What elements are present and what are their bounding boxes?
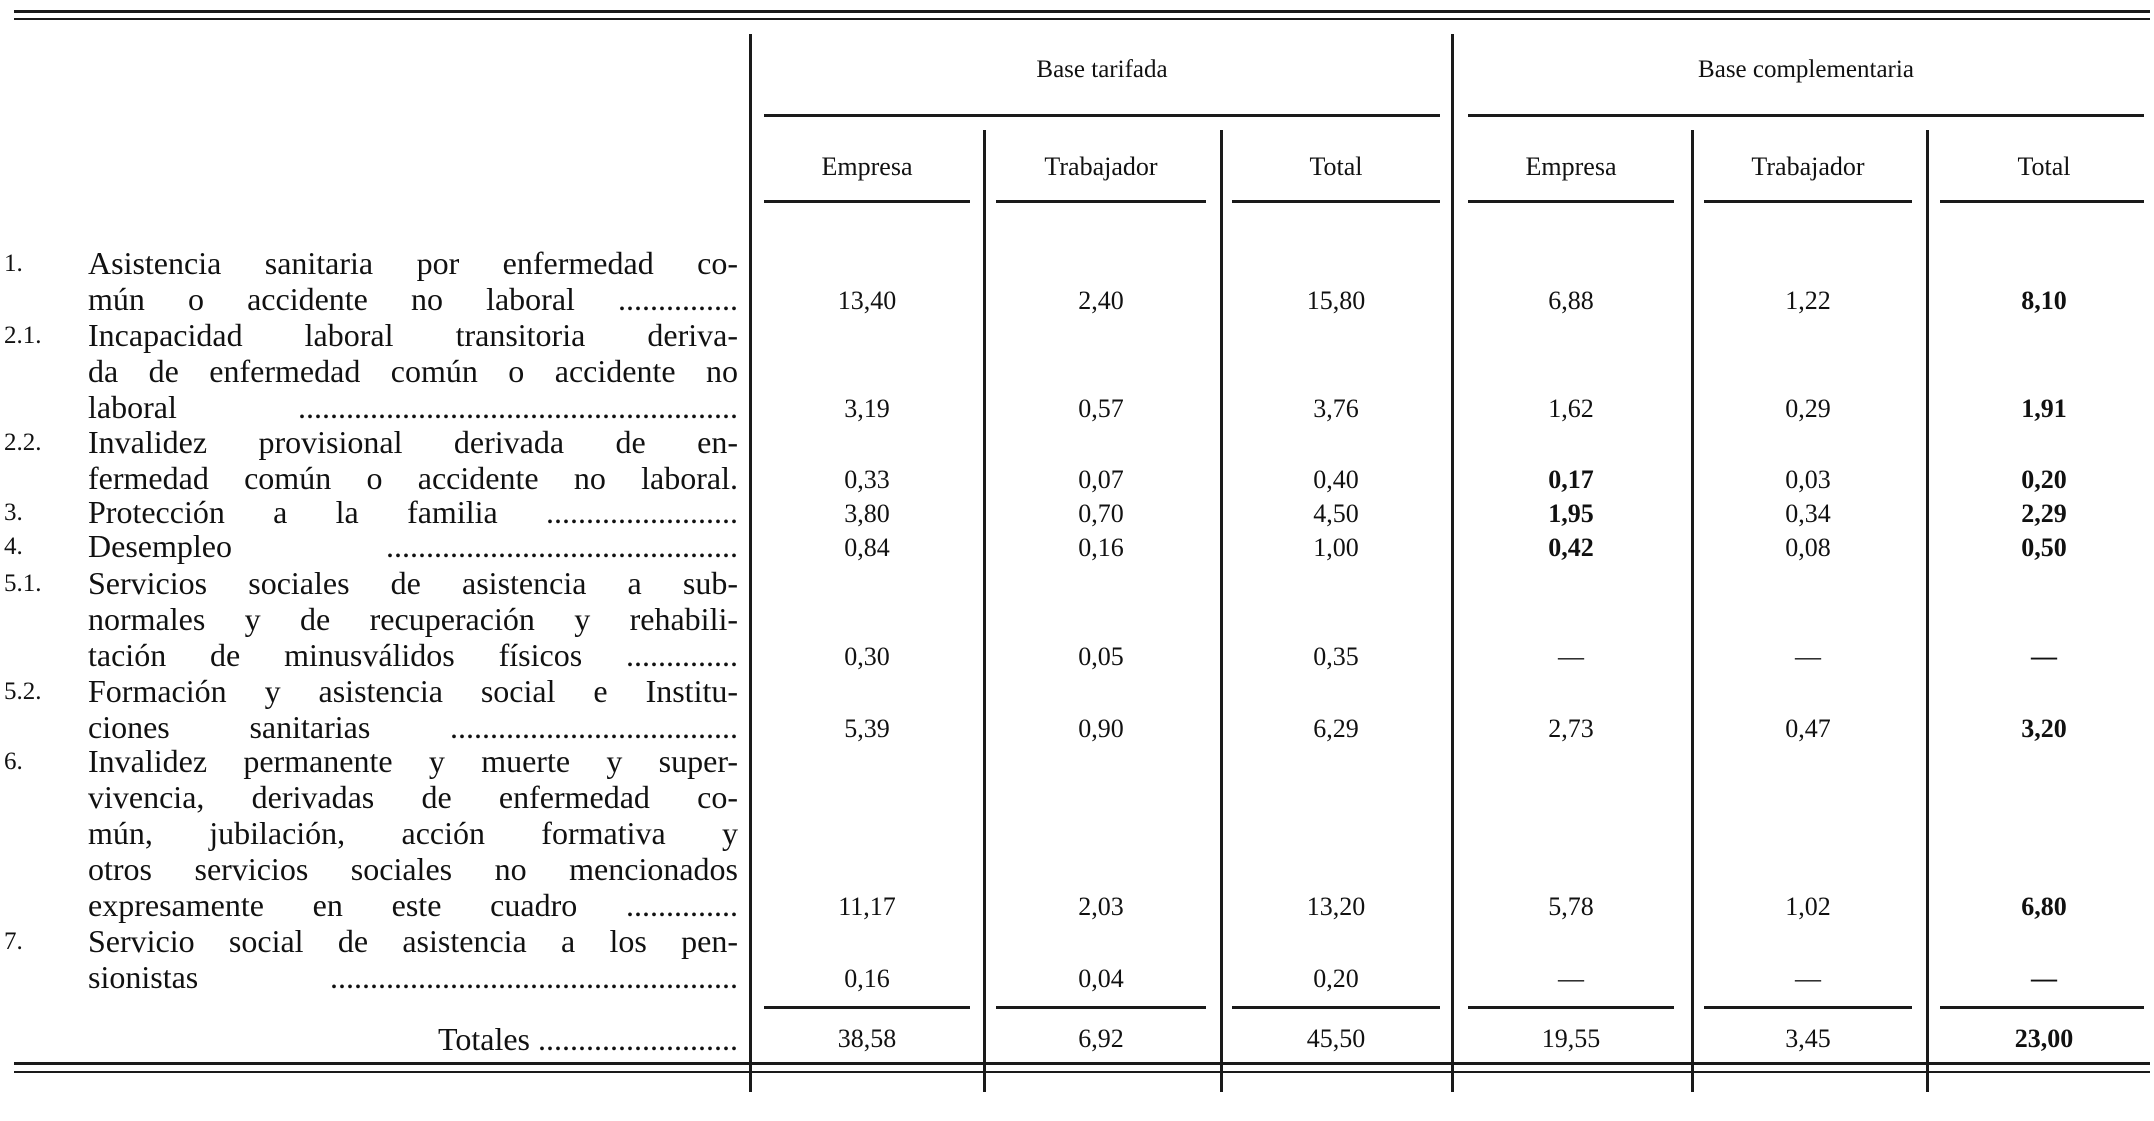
subheader-total: Total	[2017, 152, 2071, 181]
row-label-line: mún o accidente no laboral ...............	[88, 281, 738, 317]
table-cell: 0,16	[844, 964, 890, 993]
table-cell: 1,00	[1313, 533, 1359, 562]
table-cell: 1,22	[1785, 286, 1831, 315]
totals-cell: 3,45	[1785, 1024, 1831, 1053]
table-cell: 8,10	[2021, 286, 2067, 315]
row-number: 4.	[4, 533, 23, 560]
table-cell: 0,57	[1078, 394, 1124, 423]
table-cell: 0,40	[1313, 465, 1359, 494]
row-label-line: Asistencia sanitaria por enfermedad co-	[88, 245, 738, 281]
table-cell: 15,80	[1306, 286, 1366, 315]
subheader-rule	[1940, 200, 2144, 203]
totals-rule	[1232, 1006, 1440, 1009]
totals-rule	[996, 1006, 1206, 1009]
totals-rule	[1704, 1006, 1912, 1009]
table-cell: 1,62	[1548, 394, 1594, 423]
row-label-line: normales y de recuperación y rehabili-	[88, 601, 738, 637]
row-label-line: Servicios sociales de asistencia a sub-	[88, 565, 738, 601]
table-cell: 6,29	[1313, 714, 1359, 743]
row-label-line: ciones sanitarias ....................................	[88, 709, 738, 745]
top-rule-2	[14, 18, 2150, 20]
table-cell: 0,70	[1078, 499, 1124, 528]
bottom-rule-1	[14, 1062, 2150, 1065]
table-cell: 0,20	[1313, 964, 1359, 993]
table-cell: 0,08	[1785, 533, 1831, 562]
row-label-line: Incapacidad laboral transitoria deriva-	[88, 317, 738, 353]
row-label-line: otros servicios sociales no mencionados	[88, 851, 738, 887]
table-cell: 13,40	[837, 286, 897, 315]
row-number: 7.	[4, 928, 23, 955]
row-label-line: mún, jubilación, acción formativa y	[88, 815, 738, 851]
row-label-line: laboral .......................................................	[88, 389, 738, 425]
subheader-total: Total	[1309, 152, 1363, 181]
table-cell: —	[1795, 964, 1821, 993]
table-cell: 11,17	[838, 892, 896, 921]
table-cell: —	[1558, 642, 1584, 671]
row-number: 2.2.	[4, 429, 42, 456]
subcolumn-divider	[983, 130, 986, 1092]
totals-rule	[1468, 1006, 1674, 1009]
row-label-line: Formación y asistencia social e Institu-	[88, 673, 738, 709]
table-cell: —	[1795, 642, 1821, 671]
subheader-empresa: Empresa	[821, 152, 913, 181]
column-divider-middle	[1451, 34, 1454, 1092]
top-rule-1	[14, 10, 2150, 13]
row-number: 2.1.	[4, 322, 42, 349]
table-cell: 0,84	[844, 533, 890, 562]
table-cell: 0,07	[1078, 465, 1124, 494]
row-number: 6.	[4, 748, 23, 775]
table-cell: —	[1558, 964, 1584, 993]
row-label-line: Invalidez permanente y muerte y super-	[88, 743, 738, 779]
group-header-base-complementaria: Base complementaria	[1698, 56, 1914, 83]
row-number: 5.1.	[4, 570, 42, 597]
subcolumn-divider	[1926, 130, 1929, 1092]
table-cell: 0,20	[2021, 465, 2067, 494]
totals-rule	[764, 1006, 970, 1009]
subcolumn-divider	[1691, 130, 1694, 1092]
totals-cell: 45,50	[1306, 1024, 1366, 1053]
table-cell: 2,73	[1548, 714, 1594, 743]
table-cell: 1,02	[1785, 892, 1831, 921]
table-cell: 0,90	[1078, 714, 1124, 743]
totals-cell: 38,58	[837, 1024, 897, 1053]
group-header-base-tarifada: Base tarifada	[1036, 56, 1168, 83]
table-cell: —	[2031, 964, 2057, 993]
table-cell: 0,04	[1078, 964, 1124, 993]
group-rule-complementaria	[1468, 114, 2144, 117]
table-cell: 0,35	[1313, 642, 1359, 671]
row-label-line: expresamente en este cuadro ..............	[88, 887, 738, 923]
column-divider-left	[749, 34, 752, 1092]
row-label-line: tación de minusválidos físicos ..............	[88, 637, 738, 673]
totals-cell: 19,55	[1541, 1024, 1601, 1053]
row-label-line: vivencia, derivadas de enfermedad co-	[88, 779, 738, 815]
table-cell: 2,03	[1078, 892, 1124, 921]
table-cell: 1,91	[2021, 394, 2067, 423]
table-cell: 0,05	[1078, 642, 1124, 671]
table-cell: 5,39	[844, 714, 890, 743]
table-cell: 6,88	[1548, 286, 1594, 315]
subheader-rule	[1704, 200, 1912, 203]
row-number: 3.	[4, 499, 23, 526]
subheader-rule	[1468, 200, 1674, 203]
subheader-rule	[1232, 200, 1440, 203]
group-rule-tarifada	[764, 114, 1440, 117]
row-label-line: da de enfermedad común o accidente no	[88, 353, 738, 389]
table-cell: 6,80	[2021, 892, 2067, 921]
row-label-line: Desempleo ............................................	[88, 528, 738, 564]
totals-rule	[1940, 1006, 2144, 1009]
subheader-trabajador: Trabajador	[1751, 152, 1865, 181]
table-cell: 5,78	[1548, 892, 1594, 921]
table-cell: 0,03	[1785, 465, 1831, 494]
row-label-line: Protección a la familia ........................	[88, 494, 738, 530]
table-cell: 1,95	[1548, 499, 1594, 528]
subcolumn-divider	[1220, 130, 1223, 1092]
table-cell: 13,20	[1306, 892, 1366, 921]
table-cell: 3,76	[1313, 394, 1359, 423]
table-cell: 3,20	[2021, 714, 2067, 743]
row-label-line: fermedad común o accidente no laboral.	[88, 460, 738, 496]
table-cell: 0,30	[844, 642, 890, 671]
table-cell: 2,40	[1078, 286, 1124, 315]
row-number: 1.	[4, 250, 23, 277]
table-cell: 0,17	[1548, 465, 1594, 494]
row-label-line: sionistas ...................................................	[88, 959, 738, 995]
table-cell: 0,34	[1785, 499, 1831, 528]
row-number: 5.2.	[4, 678, 42, 705]
subheader-trabajador: Trabajador	[1044, 152, 1158, 181]
row-label-line: Invalidez provisional derivada de en-	[88, 424, 738, 460]
table-cell: 0,42	[1548, 533, 1594, 562]
subheader-empresa: Empresa	[1525, 152, 1617, 181]
table-cell: —	[2031, 642, 2057, 671]
table-cell: 0,50	[2021, 533, 2067, 562]
totals-cell: 6,92	[1078, 1024, 1124, 1053]
table-cell: 0,16	[1078, 533, 1124, 562]
totals-cell: 23,00	[2014, 1024, 2074, 1053]
table-cell: 3,80	[844, 499, 890, 528]
table-cell: 0,47	[1785, 714, 1831, 743]
table-cell: 0,29	[1785, 394, 1831, 423]
table-cell: 3,19	[844, 394, 890, 423]
bottom-rule-2	[14, 1071, 2150, 1073]
subheader-rule	[996, 200, 1206, 203]
row-label-line: Servicio social de asistencia a los pen-	[88, 923, 738, 959]
table-cell: 2,29	[2021, 499, 2067, 528]
totals-label: Totales .........................	[438, 1021, 738, 1057]
table-cell: 4,50	[1313, 499, 1359, 528]
subheader-rule	[764, 200, 970, 203]
table-cell: 0,33	[844, 465, 890, 494]
